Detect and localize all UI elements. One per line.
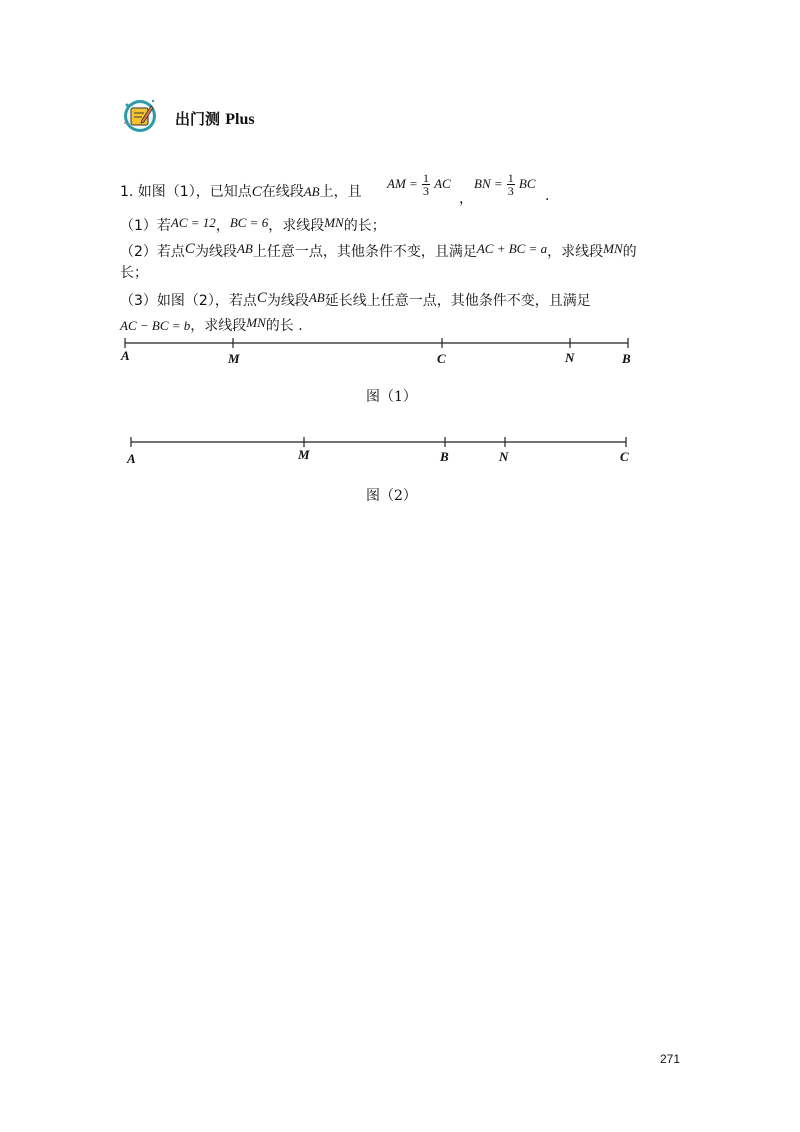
problem-line-5: [120, 288, 591, 311]
figure-1-label-a: A: [121, 348, 130, 363]
figure-2-label-n: N: [499, 449, 509, 464]
fraction-one-third: [507, 172, 515, 197]
sub-question-1-label: （1）若: [120, 218, 171, 234]
problem-text: 在线段: [261, 184, 304, 200]
fraction-one-third: [422, 172, 430, 197]
figure-1-caption: 图（1）: [366, 389, 417, 405]
figure-1-label-m: M: [228, 351, 240, 366]
math-point-c: C: [256, 290, 267, 306]
math-segment-mn: MN: [246, 315, 266, 330]
pencil-notepad-icon: [120, 96, 160, 136]
formula-bn: [474, 172, 536, 197]
formula-am-right: AC: [434, 176, 451, 191]
problem-text: 延长线上任意一点，其他条件不变，且满足: [324, 293, 591, 309]
problem-line-3: [120, 239, 637, 262]
section-title-plus: Plus: [225, 111, 255, 128]
page-number: 271: [660, 1052, 681, 1066]
problem-text: 的长 .: [265, 318, 303, 334]
figure-2-caption: 图（2）: [366, 488, 417, 504]
math-segment-ab: AB: [303, 184, 320, 199]
math-segment-mn: MN: [603, 241, 623, 256]
fraction-denominator: 3: [422, 184, 429, 198]
problem-text: 的: [622, 244, 637, 260]
problem-text: ，: [215, 218, 230, 234]
problem-text: ，求线段: [547, 244, 604, 260]
math-segment-ab: AB: [236, 241, 253, 256]
math-ac-equals: AC = 12: [170, 215, 216, 230]
math-difference-expression: AC − BC = b: [120, 318, 191, 333]
sub-question-3-label: （3）如图（2），若点: [120, 293, 257, 309]
figure-2-label-a: A: [127, 451, 136, 466]
problem-text: 上任意一点，其他条件不变，且满足: [252, 244, 477, 260]
problem-text: ，求线段: [268, 218, 325, 234]
figure-2-label-c: C: [620, 449, 629, 464]
math-segment-mn: MN: [324, 215, 344, 230]
figure-1-label-b: B: [622, 351, 631, 366]
figure-1-label-n: N: [565, 350, 575, 365]
formula-bn-left: BN =: [474, 176, 503, 191]
problem-line-2: [120, 213, 386, 236]
formula-separator: ，: [459, 191, 473, 207]
figure-2-label-b: B: [440, 449, 449, 464]
figure-2-label-m: M: [298, 447, 310, 462]
fraction-denominator: 3: [507, 184, 514, 198]
formula-am-left: AM =: [387, 176, 418, 191]
math-segment-ab: AB: [308, 290, 325, 305]
figure-1-label-c: C: [437, 351, 446, 366]
section-title: [175, 108, 255, 129]
fraction-numerator: 1: [507, 171, 514, 185]
problem-text: 的长；: [343, 218, 386, 234]
math-sum-expression: AC + BC = a: [476, 241, 548, 256]
problem-text: 上，且: [319, 184, 362, 200]
math-bc-equals: BC = 6: [229, 215, 269, 230]
problem-line-4: 长；: [120, 265, 148, 281]
formula-period: .: [545, 188, 550, 204]
math-point-c: C: [251, 184, 262, 200]
sub-question-2-label: （2）若点: [120, 244, 185, 260]
formula-am: [387, 172, 451, 197]
fraction-numerator: 1: [422, 171, 429, 185]
problem-intro: 1. 如图（1），已知点: [120, 184, 252, 200]
math-point-c: C: [184, 241, 195, 257]
problem-line-1: [120, 182, 362, 202]
problem-text: 为线段: [266, 293, 309, 309]
problem-text: ，求线段: [190, 318, 247, 334]
problem-text: 为线段: [194, 244, 237, 260]
formula-bn-right: BC: [518, 176, 536, 191]
section-title-text: 出门测: [175, 110, 221, 128]
problem-line-6: [120, 313, 303, 336]
